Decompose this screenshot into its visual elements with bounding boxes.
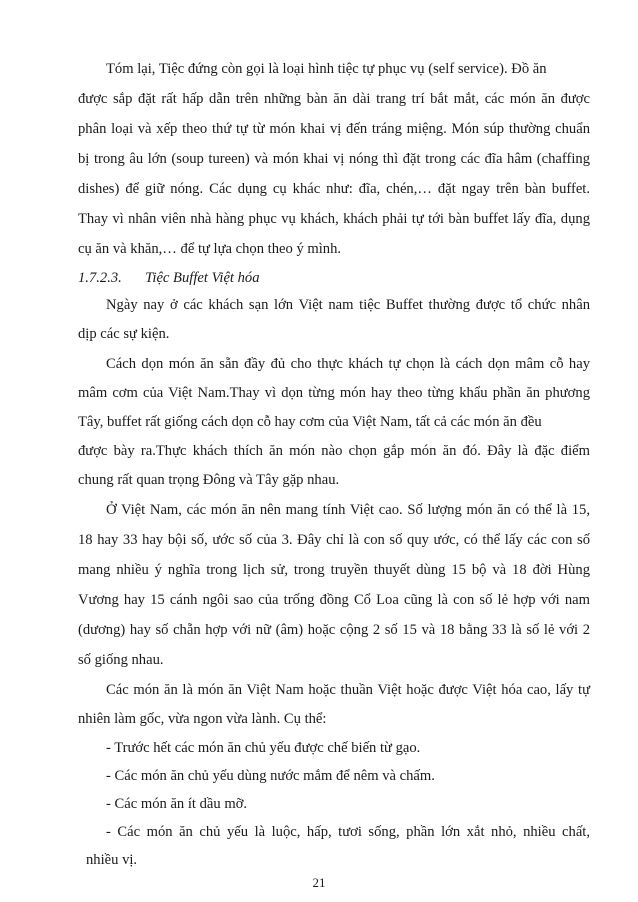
- paragraph-3-line-4: được bày ra.Thực khách thích ăn món nào chọn gắp món ăn đó. Đây là đặc điểm: [78, 443, 590, 459]
- paragraph-5-line-2: nhiên làm gốc, vừa ngon vừa lành. Cụ thể:: [78, 711, 327, 727]
- paragraph-1-line-5: dishes) để giữ nóng. Các dụng cụ khác như: đĩa, chén,… đặt ngay trên bàn buffet.: [78, 181, 590, 197]
- paragraph-2-line-1: Ngày nay ở các khách sạn lớn Việt nam tiệc Buffet thường được tổ chức nhân: [106, 297, 590, 313]
- paragraph-4-line-6: số giống nhau.: [78, 652, 164, 668]
- section-number: 1.7.2.3.: [78, 270, 122, 286]
- paragraph-4-line-5: (dương) hay số chẵn hợp với nữ (âm) hoặc cộng 2 số 15 và 18 bằng 33 là số lẻ với 2: [78, 622, 590, 638]
- bullet-continuation: nhiều vị.: [86, 852, 138, 868]
- bullet-item: - Trước hết các món ăn chủ yếu được chế biến từ gạo.: [106, 740, 421, 756]
- bullet-item: - Các món ăn chủ yếu dùng nước mắm để nêm và chấm.: [106, 768, 435, 784]
- paragraph-3-line-2: mâm cơm của Việt Nam.Thay vì dọn từng món hay theo từng khẩu phần ăn phương: [78, 385, 590, 401]
- paragraph-1-line-1: Tóm lại, Tiệc đứng còn gọi là loại hình tiệc tự phục vụ (self service). Đồ ăn: [106, 61, 547, 77]
- paragraph-4-line-2: 18 hay 33 hay bội số, ước số của 3. Đây chỉ là con số quy ước, có thể lấy các con số: [78, 532, 590, 548]
- section-heading: [78, 269, 590, 287]
- paragraph-3-line-3: Tây, buffet rất giống cách dọn cỗ hay cơm của Việt Nam, tất cả các món ăn đều: [78, 414, 542, 430]
- page-number: 21: [312, 875, 326, 890]
- bullet-item: - Các món ăn chủ yếu là luộc, hấp, tươi sống, phần lớn xắt nhỏ, nhiều chất,: [106, 824, 590, 840]
- paragraph-1-line-4: bị trong âu lớn (soup tureen) và món khai vị nóng thì đặt trong các đĩa hâm (chaffing: [78, 151, 590, 167]
- paragraph-5-line-1: Các món ăn là món ăn Việt Nam hoặc thuần Việt hoặc được Việt hóa cao, lấy tự: [106, 682, 590, 698]
- paragraph-1-line-3: phân loại và xếp theo thứ tự từ món khai vị đến tráng miệng. Món súp thường chuẩn: [78, 121, 590, 137]
- paragraph-4-line-1: Ở Việt Nam, các món ăn nên mang tính Việt cao. Số lượng món ăn có thể là 15,: [106, 502, 590, 518]
- bullet-item: - Các món ăn ít dầu mỡ.: [106, 796, 248, 812]
- paragraph-3-line-5: chung rất quan trọng Đông và Tây gặp nhau.: [78, 472, 340, 488]
- paragraph-1-line-7: cụ ăn và khăn,… để tự lựa chọn theo ý mình.: [78, 241, 342, 257]
- paragraph-4-line-3: mang nhiều ý nghĩa trong lịch sử, trong truyền thuyết dùng 15 bộ và 18 đời Hùng: [78, 562, 590, 578]
- paragraph-2-line-2: dịp các sự kiện.: [78, 326, 170, 342]
- paragraph-3-line-1: Cách dọn món ăn sẵn đầy đủ cho thực khách tự chọn là cách dọn mâm cỗ hay: [106, 356, 590, 372]
- section-title: Tiệc Buffet Việt hóa: [145, 270, 260, 286]
- paragraph-4-line-4: Vương hay 15 cánh ngôi sao của trống đồng Cổ Loa cũng là con số lẻ hợp với nam: [78, 592, 590, 608]
- paragraph-1-line-2: được sắp đặt rất hấp dẫn trên những bàn ăn dài trang trí bắt mắt, các món ăn được: [78, 91, 590, 107]
- paragraph-1-line-6: Thay vì nhân viên nhà hàng phục vụ khách, khách phải tự tới bàn buffet lấy đĩa, dụng: [78, 211, 590, 227]
